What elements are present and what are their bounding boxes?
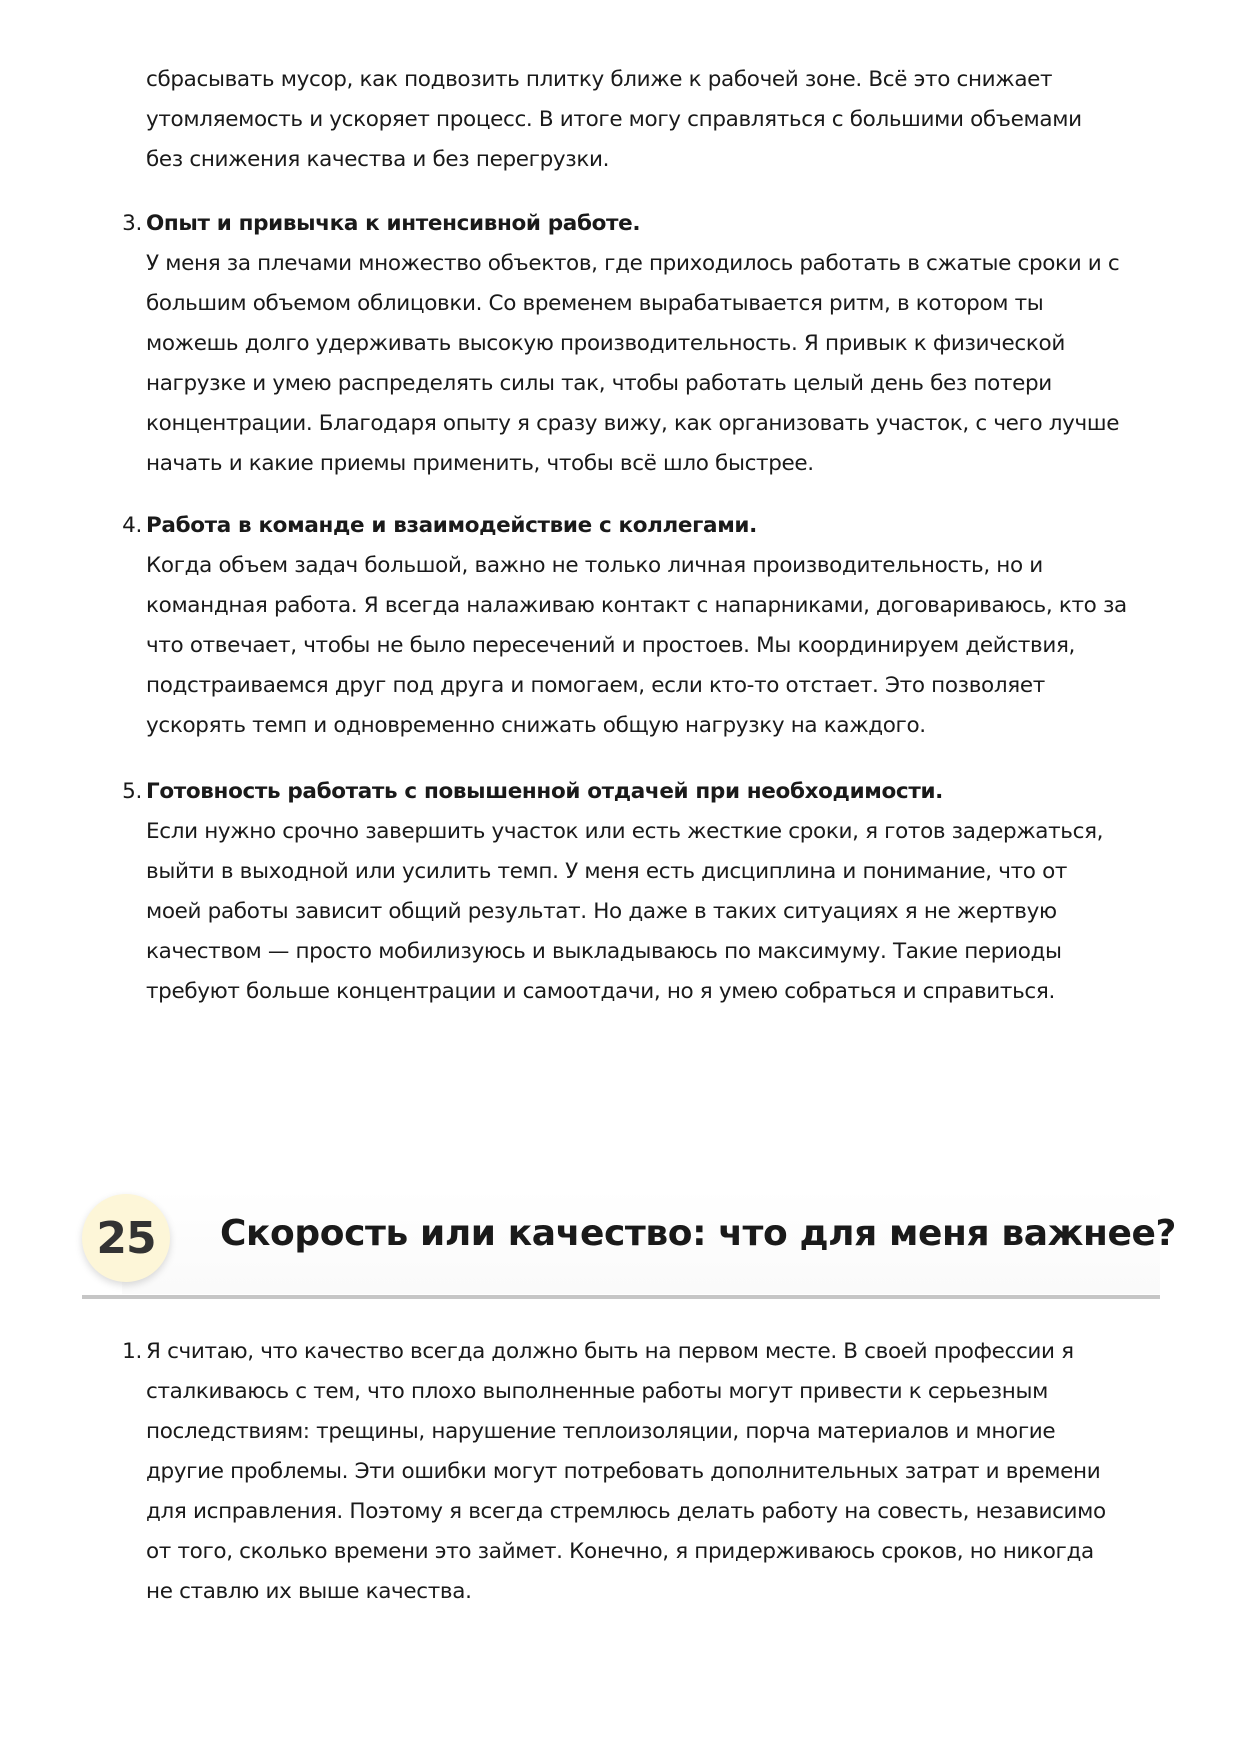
paragraph-line: не ставлю их выше качества. bbox=[146, 1579, 472, 1604]
paragraph-line: для исправления. Поэтому я всегда стремлюсь делать работу на совесть, независимо bbox=[146, 1499, 1106, 1524]
paragraph-line: нагрузке и умею распределять силы так, чтобы работать целый день без потери bbox=[146, 371, 1052, 396]
paragraph-line: выйти в выходной или усилить темп. У меня есть дисциплина и понимание, что от bbox=[146, 859, 1068, 884]
paragraph-line: утомляемость и ускоряет процесс. В итоге могу справляться с большими объемами bbox=[146, 107, 1082, 132]
paragraph-line: требуют больше концентрации и самоотдачи, но я умею собраться и справиться. bbox=[146, 979, 1055, 1004]
paragraph-line: подстраиваемся друг под друга и помогаем, если кто-то отстает. Это позволяет bbox=[146, 673, 1045, 698]
list-item-number: 3. bbox=[122, 211, 142, 236]
list-item-heading bbox=[122, 772, 1166, 812]
paragraph-line: моей работы зависит общий результат. Но даже в таких ситуациях я не жертвую bbox=[146, 899, 1057, 924]
paragraph-line: большим объемом облицовки. Со временем вырабатывается ритм, в котором ты bbox=[146, 291, 1044, 316]
list-item-number: 1. bbox=[122, 1339, 142, 1364]
section-title: Скорость или качество: что для меня важнее? bbox=[220, 1213, 1177, 1254]
paragraph-line: от того, сколько времени это займет. Конечно, я придерживаюсь сроков, но никогда bbox=[146, 1539, 1094, 1564]
list-item-title: Работа в команде и взаимодействие с коллегами. bbox=[146, 513, 757, 538]
list-item-5 bbox=[122, 772, 1166, 1012]
list-item-title: Опыт и привычка к интенсивной работе. bbox=[146, 211, 641, 236]
list-item-heading bbox=[122, 506, 1166, 546]
list-item-title: Готовность работать с повышенной отдачей при необходимости. bbox=[146, 779, 943, 804]
paragraph-line: другие проблемы. Эти ошибки могут потребовать дополнительных затрат и времени bbox=[146, 1459, 1101, 1484]
list-item-4 bbox=[122, 506, 1166, 746]
paragraph-line: начать и какие приемы применить, чтобы всё шло быстрее. bbox=[146, 451, 814, 476]
paragraph-line: последствиям: трещины, нарушение теплоизоляции, порча материалов и многие bbox=[146, 1419, 1056, 1444]
paragraph-line: можешь долго удерживать высокую производительность. Я привык к физической bbox=[146, 331, 1065, 356]
paragraph-line: командная работа. Я всегда налаживаю контакт с напарниками, договариваюсь, кто за bbox=[146, 593, 1127, 618]
paragraph-line: что отвечает, чтобы не было пересечений и простоев. Мы координируем действия, bbox=[146, 633, 1076, 658]
paragraph-line bbox=[122, 1332, 1166, 1372]
paragraph-line: ускорять темп и одновременно снижать общую нагрузку на каждого. bbox=[146, 713, 926, 738]
section-divider bbox=[82, 1295, 1160, 1299]
section-header bbox=[82, 1188, 1177, 1298]
list-item-3 bbox=[122, 204, 1166, 484]
paragraph-line: Если нужно срочно завершить участок или есть жесткие сроки, я готов задержаться, bbox=[146, 819, 1104, 844]
paragraph-line: без снижения качества и без перегрузки. bbox=[146, 147, 610, 172]
section-number-badge: 25 bbox=[82, 1194, 170, 1282]
item-2-continuation bbox=[146, 60, 1166, 180]
paragraph-line: У меня за плечами множество объектов, где приходилось работать в сжатые сроки и с bbox=[146, 251, 1120, 276]
list-item-number: 5. bbox=[122, 779, 142, 804]
answer-item-1 bbox=[122, 1332, 1166, 1612]
list-item-number: 4. bbox=[122, 513, 142, 538]
paragraph-line: сталкиваюсь с тем, что плохо выполненные работы могут привести к серьезным bbox=[146, 1379, 1048, 1404]
paragraph-line-text: Я считаю, что качество всегда должно быть на первом месте. В своей профессии я bbox=[146, 1339, 1074, 1364]
list-item-heading bbox=[122, 204, 1166, 244]
paragraph-line: качеством — просто мобилизуюсь и выкладываюсь по максимуму. Такие периоды bbox=[146, 939, 1062, 964]
paragraph-line: Когда объем задач большой, важно не только личная производительность, но и bbox=[146, 553, 1043, 578]
paragraph-line: концентрации. Благодаря опыту я сразу вижу, как организовать участок, с чего лучше bbox=[146, 411, 1120, 436]
paragraph-line: сбрасывать мусор, как подвозить плитку ближе к рабочей зоне. Всё это снижает bbox=[146, 67, 1053, 92]
